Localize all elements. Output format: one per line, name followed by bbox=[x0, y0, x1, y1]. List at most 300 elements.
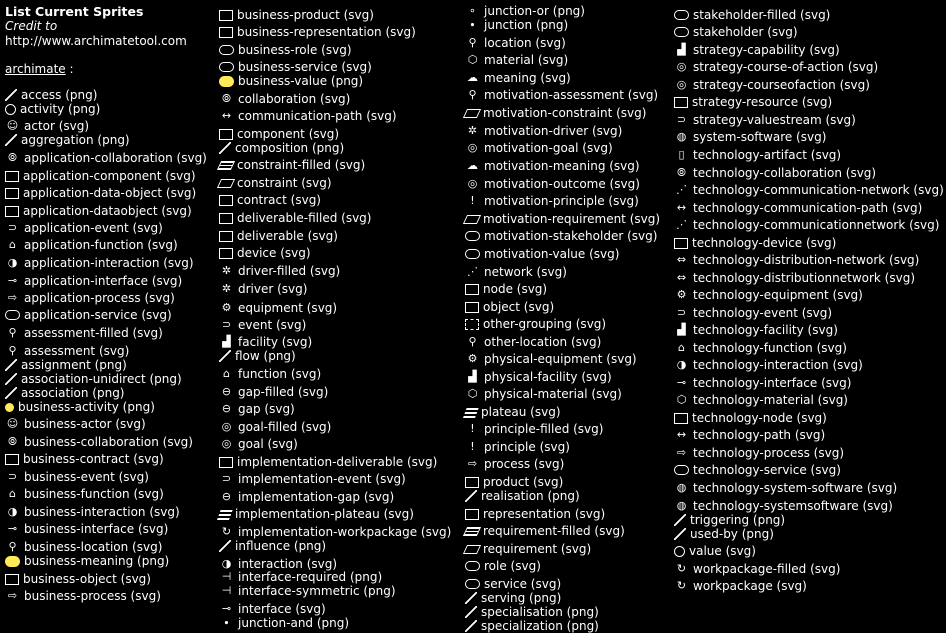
sprite-icon bbox=[217, 161, 235, 170]
sprite-icon: ⬡ bbox=[676, 393, 687, 406]
sprite-icon: ◑ bbox=[7, 256, 18, 269]
sprite-item bbox=[674, 499, 893, 513]
sprite-label: business-meaning (png) bbox=[24, 554, 170, 568]
sprite-icon bbox=[219, 76, 234, 87]
sprite-icon bbox=[5, 188, 19, 199]
sprite-label: application-collaboration (svg) bbox=[24, 151, 207, 165]
sprite-icon: ↔ bbox=[221, 109, 232, 122]
sprite-item bbox=[5, 372, 182, 386]
sprite-label: business-interface (svg) bbox=[24, 522, 169, 536]
sprite-icon: ⬡ bbox=[467, 53, 478, 66]
sprite-item bbox=[5, 554, 169, 568]
sprite-label: technology-service (svg) bbox=[693, 463, 841, 477]
sprite-label: gap (svg) bbox=[238, 402, 295, 416]
sprite-icon: ◎ bbox=[221, 420, 232, 433]
sprite-item bbox=[219, 525, 451, 539]
sprite-label: junction-or (png) bbox=[484, 4, 585, 18]
sprite-item bbox=[5, 88, 97, 102]
sprite-label: process (svg) bbox=[484, 457, 565, 471]
sprite-label: assignment (png) bbox=[21, 358, 127, 372]
sprite-item bbox=[219, 584, 396, 598]
sprite-label: goal (svg) bbox=[238, 437, 298, 451]
sprite-icon: ⊣ bbox=[221, 584, 232, 597]
sprite-icon bbox=[5, 171, 19, 182]
sprite-item bbox=[465, 577, 561, 591]
sprite-label: business-service (svg) bbox=[238, 60, 372, 74]
sprite-label: application-event (svg) bbox=[24, 221, 163, 235]
sprite-icon bbox=[219, 129, 233, 140]
sprite-label: application-dataobject (svg) bbox=[23, 204, 192, 218]
sprite-icon bbox=[465, 249, 480, 259]
sprite-item bbox=[674, 166, 876, 180]
sprite-label: motivation-stakeholder (svg) bbox=[484, 229, 658, 243]
sprite-icon bbox=[5, 454, 19, 465]
sprite-item bbox=[5, 487, 164, 501]
sprite-item bbox=[219, 402, 295, 416]
sprite-label: business-location (svg) bbox=[24, 540, 163, 554]
sprite-icon: ✲ bbox=[467, 124, 478, 137]
sprite-item bbox=[465, 440, 570, 454]
sprite-label: product (svg) bbox=[483, 475, 564, 489]
sprite-icon bbox=[465, 509, 479, 520]
sprite-item bbox=[674, 201, 922, 215]
sprite-label: driver (svg) bbox=[238, 282, 308, 296]
sprite-item bbox=[674, 113, 856, 127]
sprite-item bbox=[219, 507, 414, 521]
sprite-icon bbox=[5, 373, 17, 385]
sprite-item bbox=[674, 60, 878, 74]
sprite-label: motivation-principle (svg) bbox=[484, 194, 639, 208]
sprite-label: technology-facility (svg) bbox=[693, 323, 838, 337]
sprite-icon: ! bbox=[470, 422, 475, 435]
sprite-item bbox=[219, 301, 337, 315]
sprite-item bbox=[674, 43, 840, 57]
sprite-item bbox=[219, 246, 311, 260]
sprite-icon: ◎ bbox=[676, 60, 687, 73]
package-name: archimate bbox=[5, 62, 66, 76]
sprite-item bbox=[674, 218, 939, 232]
sprite-item bbox=[465, 317, 606, 331]
sprite-label: influence (png) bbox=[235, 539, 327, 553]
sprite-icon bbox=[465, 620, 477, 632]
sprite-item bbox=[219, 318, 306, 332]
sprite-icon bbox=[463, 545, 481, 554]
sprite-label: actor (svg) bbox=[24, 119, 90, 133]
sprite-icon: ! bbox=[470, 194, 475, 207]
sprite-label: application-data-object (svg) bbox=[23, 186, 197, 200]
sprite-label: motivation-meaning (svg) bbox=[484, 159, 640, 173]
sprite-label: flow (png) bbox=[235, 349, 296, 363]
sprite-label: interaction (svg) bbox=[238, 557, 338, 571]
sprite-icon bbox=[219, 350, 231, 362]
sprite-icon: ⊃ bbox=[221, 318, 232, 331]
sprite-icon bbox=[674, 97, 688, 108]
sprite-label: goal-filled (svg) bbox=[238, 420, 332, 434]
sprite-item bbox=[465, 4, 585, 18]
sprite-icon: ⊃ bbox=[676, 113, 687, 126]
sprite-item bbox=[5, 470, 149, 484]
sprite-label: association-unidirect (png) bbox=[21, 372, 182, 386]
sprite-item bbox=[674, 148, 841, 162]
sprite-icon: ☁ bbox=[467, 159, 478, 172]
sprite-icon bbox=[5, 206, 19, 217]
sprite-item bbox=[674, 527, 774, 541]
sprite-icon bbox=[465, 319, 479, 330]
sprite-item bbox=[219, 602, 326, 616]
sprite-item bbox=[5, 133, 130, 147]
sprite-icon: ▟ bbox=[468, 370, 477, 383]
sprite-item bbox=[674, 358, 863, 372]
sprite-icon: ▟ bbox=[222, 335, 231, 348]
sprite-label: business-collaboration (svg) bbox=[24, 435, 193, 449]
sprite-label: assessment (svg) bbox=[24, 344, 130, 358]
sprite-icon: ◎ bbox=[221, 437, 232, 450]
sprite-icon: ⋰ bbox=[676, 218, 687, 231]
sprite-icon bbox=[463, 407, 479, 418]
sprite-icon: ◎ bbox=[467, 177, 478, 190]
sprite-label: physical-material (svg) bbox=[484, 387, 622, 401]
sprite-icon: ⊃ bbox=[7, 470, 18, 483]
sprite-label: implementation-event (svg) bbox=[238, 472, 406, 486]
sprite-item bbox=[5, 505, 180, 519]
sprite-item bbox=[465, 370, 612, 384]
sprite-item bbox=[219, 264, 340, 278]
sprite-item bbox=[5, 119, 89, 133]
sprite-label: business-process (svg) bbox=[24, 589, 161, 603]
sprite-item bbox=[674, 8, 830, 22]
sprite-label: deliverable (svg) bbox=[237, 229, 338, 243]
sprite-label: contract (svg) bbox=[237, 193, 321, 207]
sprite-item bbox=[5, 204, 192, 218]
sprite-icon bbox=[674, 465, 689, 475]
sprite-item bbox=[219, 176, 332, 190]
sprite-label: business-activity (png) bbox=[18, 400, 155, 414]
sprite-icon: ⊸ bbox=[7, 274, 18, 287]
sprite-label: application-function (svg) bbox=[24, 238, 178, 252]
credit-text: Credit to bbox=[5, 19, 58, 33]
sprite-item bbox=[219, 557, 337, 571]
sprite-icon bbox=[674, 528, 686, 540]
sprite-item bbox=[674, 183, 944, 197]
sprite-item bbox=[674, 446, 844, 460]
sprite-icon bbox=[463, 109, 481, 118]
sprite-label: motivation-value (svg) bbox=[484, 247, 620, 261]
sprite-label: business-interaction (svg) bbox=[24, 505, 180, 519]
sprite-item bbox=[219, 472, 406, 486]
sprite-label: business-function (svg) bbox=[24, 487, 164, 501]
sprite-label: application-interaction (svg) bbox=[24, 256, 194, 270]
sprite-icon: ∘ bbox=[469, 4, 476, 17]
sprite-label: application-service (svg) bbox=[24, 308, 172, 322]
package-heading: archimate : bbox=[5, 62, 74, 76]
sprite-item bbox=[465, 300, 554, 314]
sprite-label: specialisation (png) bbox=[481, 605, 599, 619]
sprite-label: technology-collaboration (svg) bbox=[693, 166, 877, 180]
sprite-icon bbox=[5, 89, 17, 101]
sprite-icon: ◍ bbox=[676, 499, 687, 512]
sprite-label: device (svg) bbox=[237, 246, 311, 260]
sprite-icon: ↻ bbox=[676, 579, 687, 592]
sprite-label: technology-system-software (svg) bbox=[693, 481, 898, 495]
sprite-item bbox=[219, 420, 331, 434]
sprite-label: business-event (svg) bbox=[24, 470, 149, 484]
sprite-item bbox=[465, 53, 568, 67]
sprite-icon bbox=[674, 10, 689, 20]
sprite-label: representation (svg) bbox=[483, 507, 606, 521]
sprite-icon bbox=[5, 556, 20, 567]
sprite-item bbox=[5, 151, 207, 165]
sprite-label: motivation-constraint (svg) bbox=[483, 106, 647, 120]
sprite-item bbox=[674, 78, 870, 92]
sprite-label: meaning (svg) bbox=[484, 71, 571, 85]
sprite-icon: ⦾ bbox=[677, 166, 686, 179]
sprite-item bbox=[219, 349, 296, 363]
sprite-icon: ⚙ bbox=[221, 301, 232, 314]
sprite-item bbox=[219, 60, 372, 74]
sprite-item bbox=[219, 455, 437, 469]
sprite-label: junction (png) bbox=[484, 18, 569, 32]
sprite-icon bbox=[5, 310, 20, 320]
sprite-item bbox=[465, 194, 639, 208]
sprite-label: composition (png) bbox=[235, 141, 345, 155]
page-title: List Current Sprites bbox=[5, 4, 144, 19]
sprite-label: node (svg) bbox=[483, 282, 548, 296]
sprite-label: system-software (svg) bbox=[693, 130, 827, 144]
sprite-item bbox=[5, 386, 125, 400]
sprite-item bbox=[219, 335, 312, 349]
sprite-label: implementation-plateau (svg) bbox=[235, 507, 414, 521]
sprite-icon: ⊣ bbox=[221, 570, 232, 583]
sprite-icon: ⌂ bbox=[678, 341, 685, 354]
sprite-label: business-object (svg) bbox=[23, 572, 151, 586]
sprite-icon bbox=[674, 413, 688, 424]
sprite-item bbox=[219, 539, 326, 553]
sprite-label: motivation-goal (svg) bbox=[484, 141, 613, 155]
sprite-label: business-representation (svg) bbox=[237, 25, 416, 39]
sprite-label: gap-filled (svg) bbox=[238, 385, 329, 399]
sprite-icon: ⊖ bbox=[221, 490, 232, 503]
sprite-label: principle (svg) bbox=[484, 440, 570, 454]
sprite-item bbox=[465, 605, 599, 619]
sprite-label: motivation-outcome (svg) bbox=[484, 177, 640, 191]
sprite-icon bbox=[465, 592, 477, 604]
sprite-item bbox=[674, 95, 832, 109]
sprite-icon: ⚲ bbox=[8, 540, 17, 553]
sprite-icon: ◍ bbox=[676, 481, 687, 494]
sprite-icon: ! bbox=[470, 440, 475, 453]
sprite-icon: ↔ bbox=[676, 428, 687, 441]
sprite-icon: ⌂ bbox=[223, 367, 230, 380]
sprite-icon: ⇨ bbox=[7, 291, 18, 304]
sprite-icon bbox=[465, 579, 480, 589]
sprite-label: association (png) bbox=[21, 386, 125, 400]
sprite-item bbox=[465, 229, 657, 243]
sprite-label: application-process (svg) bbox=[24, 291, 175, 305]
sprite-label: facility (svg) bbox=[238, 335, 313, 349]
sprite-label: assessment-filled (svg) bbox=[24, 326, 163, 340]
sprite-label: principle-filled (svg) bbox=[484, 422, 604, 436]
sprite-icon bbox=[5, 359, 17, 371]
sprite-icon bbox=[5, 574, 19, 585]
sprite-icon: ⊃ bbox=[7, 221, 18, 234]
sprite-icon bbox=[219, 231, 233, 242]
sprite-item bbox=[674, 463, 841, 477]
sprite-item bbox=[5, 256, 194, 270]
sprite-icon: ⚲ bbox=[468, 88, 477, 101]
sprite-label: motivation-assessment (svg) bbox=[484, 88, 659, 102]
sprite-item bbox=[674, 323, 838, 337]
sprite-icon bbox=[674, 238, 688, 249]
sprite-label: motivation-requirement (svg) bbox=[483, 212, 661, 226]
sprite-item bbox=[5, 308, 172, 322]
sprite-label: constraint (svg) bbox=[237, 176, 332, 190]
sprite-item bbox=[219, 127, 339, 141]
sprite-icon bbox=[465, 231, 480, 241]
sprite-label: physical-facility (svg) bbox=[484, 370, 612, 384]
sprite-label: value (svg) bbox=[689, 544, 756, 558]
sprite-icon bbox=[465, 284, 479, 295]
sprite-item bbox=[219, 158, 365, 172]
sprite-item bbox=[5, 102, 100, 116]
sprite-item bbox=[465, 124, 622, 138]
sprite-icon: ⌂ bbox=[9, 487, 16, 500]
sprite-icon: ⚲ bbox=[8, 326, 17, 339]
sprite-icon: ⚲ bbox=[8, 344, 17, 357]
sprite-icon: ◑ bbox=[221, 557, 232, 570]
sprite-item bbox=[219, 193, 321, 207]
sprite-label: technology-distribution-network (svg) bbox=[693, 253, 920, 267]
sprite-label: strategy-valuestream (svg) bbox=[693, 113, 856, 127]
sprite-icon bbox=[219, 45, 234, 55]
sprite-item bbox=[219, 490, 394, 504]
sprite-label: interface-required (png) bbox=[238, 570, 383, 584]
sprite-item bbox=[219, 141, 344, 155]
sprite-icon bbox=[5, 387, 17, 399]
sprite-icon bbox=[219, 27, 233, 38]
sprite-label: technology-process (svg) bbox=[693, 446, 845, 460]
sprite-label: technology-communication-path (svg) bbox=[693, 201, 923, 215]
sprite-label: technology-event (svg) bbox=[693, 306, 833, 320]
sprite-item bbox=[465, 36, 566, 50]
sprite-item bbox=[674, 579, 807, 593]
sprite-item bbox=[5, 344, 129, 358]
sprite-label: stakeholder-filled (svg) bbox=[693, 8, 831, 22]
sprite-label: used-by (png) bbox=[690, 527, 774, 541]
sprite-icon: ⇨ bbox=[7, 589, 18, 602]
sprite-icon: ✲ bbox=[221, 264, 232, 277]
sprite-label: interface (svg) bbox=[238, 602, 326, 616]
credit-url: http://www.archimatetool.com bbox=[5, 34, 187, 48]
sprite-label: physical-equipment (svg) bbox=[484, 352, 637, 366]
sprite-label: workpackage-filled (svg) bbox=[693, 562, 841, 576]
sprite-icon: ⚲ bbox=[468, 335, 477, 348]
sprite-label: service (svg) bbox=[484, 577, 562, 591]
sprite-item bbox=[674, 428, 825, 442]
sprite-label: aggregation (png) bbox=[21, 133, 130, 147]
sprite-icon: ∙ bbox=[223, 616, 230, 629]
sprite-item bbox=[465, 591, 561, 605]
sprite-icon: ▟ bbox=[677, 323, 686, 336]
sprite-item bbox=[465, 387, 622, 401]
sprite-item bbox=[5, 326, 163, 340]
sprite-label: technology-systemsoftware (svg) bbox=[693, 499, 893, 513]
sprite-icon bbox=[219, 457, 233, 468]
sprite-item bbox=[5, 221, 163, 235]
sprite-label: implementation-deliverable (svg) bbox=[237, 455, 438, 469]
sprite-label: stakeholder (svg) bbox=[693, 25, 798, 39]
sprite-item bbox=[465, 141, 613, 155]
sprite-icon bbox=[219, 10, 233, 21]
sprite-item bbox=[674, 306, 832, 320]
sprite-label: triggering (png) bbox=[690, 513, 786, 527]
sprite-label: technology-path (svg) bbox=[693, 428, 826, 442]
sprite-icon bbox=[5, 403, 14, 412]
sprite-item bbox=[5, 452, 164, 466]
sprite-label: technology-artifact (svg) bbox=[693, 148, 842, 162]
sprite-label: technology-interface (svg) bbox=[693, 376, 852, 390]
sprite-item bbox=[5, 186, 196, 200]
sprite-item bbox=[674, 271, 915, 285]
sprite-item bbox=[465, 282, 547, 296]
sprite-item bbox=[219, 8, 374, 22]
sprite-label: motivation-driver (svg) bbox=[484, 124, 623, 138]
sprite-icon: ↻ bbox=[221, 525, 232, 538]
sprite-icon: ⚙ bbox=[676, 288, 687, 301]
sprite-label: function (svg) bbox=[238, 367, 322, 381]
sprite-icon: ⊖ bbox=[221, 385, 232, 398]
sprite-icon bbox=[219, 213, 233, 224]
sprite-label: location (svg) bbox=[484, 36, 566, 50]
sprite-item bbox=[5, 540, 162, 554]
sprite-icon: ☁ bbox=[467, 71, 478, 84]
sprite-item bbox=[674, 288, 863, 302]
sprite-label: business-product (svg) bbox=[237, 8, 374, 22]
sprite-label: other-grouping (svg) bbox=[483, 317, 607, 331]
sprite-label: network (svg) bbox=[484, 265, 567, 279]
sprite-item bbox=[5, 238, 178, 252]
sprite-label: technology-material (svg) bbox=[693, 393, 848, 407]
sprite-label: event (svg) bbox=[238, 318, 307, 332]
sprite-icon bbox=[463, 215, 481, 224]
sprite-label: other-location (svg) bbox=[484, 335, 602, 349]
sprite-label: business-role (svg) bbox=[238, 43, 352, 57]
sprite-item bbox=[5, 291, 175, 305]
sprite-item bbox=[465, 177, 640, 191]
sprite-label: technology-device (svg) bbox=[692, 236, 837, 250]
sprite-icon: ⇔ bbox=[676, 271, 687, 284]
sprite-item bbox=[465, 507, 605, 521]
sprite-label: specialization (png) bbox=[481, 619, 599, 633]
sprite-item bbox=[5, 522, 168, 536]
sprite-icon: ⬡ bbox=[467, 387, 478, 400]
sprite-icon bbox=[217, 179, 235, 188]
sprite-icon: ◎ bbox=[467, 141, 478, 154]
sprite-item bbox=[465, 542, 591, 556]
sprite-item bbox=[219, 385, 328, 399]
sprite-label: business-value (png) bbox=[238, 74, 364, 88]
sprite-item bbox=[465, 18, 568, 32]
sprite-icon: ⦾ bbox=[8, 151, 17, 164]
sprite-icon: ⇔ bbox=[676, 253, 687, 266]
sprite-label: technology-interaction (svg) bbox=[693, 358, 863, 372]
sprite-item bbox=[674, 236, 836, 250]
sprite-icon: ◎ bbox=[676, 78, 687, 91]
sprite-item bbox=[5, 400, 155, 414]
sprite-item bbox=[465, 88, 658, 102]
sprite-icon bbox=[463, 527, 481, 536]
sprite-icon: ⇨ bbox=[467, 457, 478, 470]
sprite-label: technology-function (svg) bbox=[693, 341, 847, 355]
